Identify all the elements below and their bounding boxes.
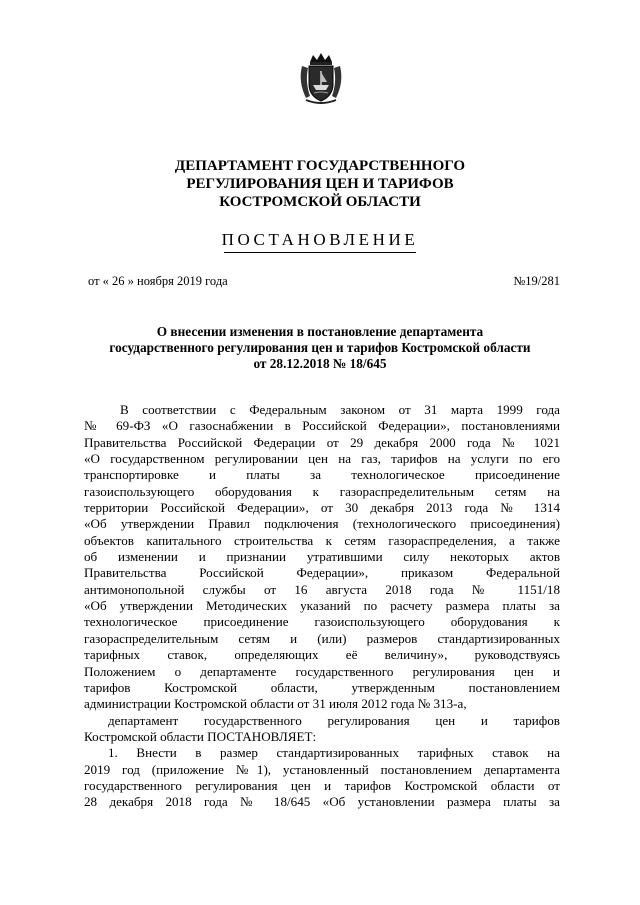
body-line: «Об утверждении Правил подключения (технологического присоединения) <box>84 516 560 532</box>
body-line: тарифных ставок, определяющих её величину», руководствуясь <box>84 647 560 663</box>
body-line: тарифов Костромской области, утвержденным постановлением <box>84 679 560 695</box>
body-line: 1. Внести в размер стандартизированных тарифных ставок на <box>108 745 560 761</box>
document-body <box>84 402 560 811</box>
body-line: Положением о департаменте государственного регулирования цен и <box>84 663 560 679</box>
title-line: О внесении изменения в постановление департамента <box>156 324 484 339</box>
body-line: администрации Костромской области от 31 июля 2012 года № 313-а, <box>84 696 467 712</box>
department-name <box>80 157 560 211</box>
body-line: В соответствии с Федеральным законом от 31 марта 1999 года <box>120 402 560 417</box>
body-line: территории Российской Федерации», от 30 декабря 2013 года № 1314 <box>84 500 560 516</box>
body-line: «Об утверждении Методических указаний по расчету размера платы за <box>84 598 560 614</box>
coat-of-arms-icon <box>296 52 346 104</box>
body-line: 28 декабря 2018 года № 18/645 «Об установлении размера платы за <box>84 794 560 810</box>
document-date: от « 26 » ноября 2019 года <box>88 274 228 288</box>
department-line: КОСТРОМСКОЙ ОБЛАСТИ <box>219 194 421 210</box>
body-line: Правительства Российской Федерации от 29 декабря 2000 года № 1021 <box>84 434 560 450</box>
document-type-underline <box>224 252 416 253</box>
title-line: от 28.12.2018 № 18/645 <box>253 356 387 371</box>
body-line: Костромской области ПОСТАНОВЛЯЕТ: <box>84 728 317 744</box>
body-line: об изменении и признании утратившими силу некоторых актов <box>84 549 560 565</box>
body-line: антимонопольной службы от 16 августа 2018 года № 1151/18 <box>84 581 560 597</box>
title-line: государственного регулирования цен и тарифов Костромской области <box>109 340 531 355</box>
body-line: «О государственном регулировании цен на газ, тарифов на услуги по его <box>84 451 560 467</box>
body-line: № 69-ФЗ «О газоснабжении в Российской Федерации», постановлениями <box>84 418 560 434</box>
body-line: департамент государственного регулирования цен и тарифов <box>108 712 560 728</box>
body-line: газораспределительным сетям и (или) размеров стандартизированных <box>84 630 560 646</box>
body-line: газоиспользующего оборудования к газораспределительным сетям на <box>84 483 560 499</box>
document-type: ПОСТАНОВЛЕНИЕ <box>221 230 419 249</box>
body-line: транспортировке и платы за технологическое присоединение <box>84 467 560 483</box>
document-title <box>76 324 564 372</box>
body-line: 2019 год (приложение №1), установленный постановлением департамента <box>84 761 560 777</box>
body-line: объектов капитального строительства к сетям газораспределения, а также <box>84 532 560 548</box>
body-line: технологическое присоединение газоиспользующего оборудования к <box>84 614 560 630</box>
department-line: ДЕПАРТАМЕНТ ГОСУДАРСТВЕННОГО <box>174 158 466 174</box>
document-number: №19/281 <box>513 274 560 288</box>
department-line: РЕГУЛИРОВАНИЯ ЦЕН И ТАРИФОВ <box>186 176 454 192</box>
body-line: государственного регулирования цен и тарифов Костромской области от <box>84 777 560 793</box>
body-line: Правительства Российской Федерации», приказом Федеральной <box>84 565 560 581</box>
